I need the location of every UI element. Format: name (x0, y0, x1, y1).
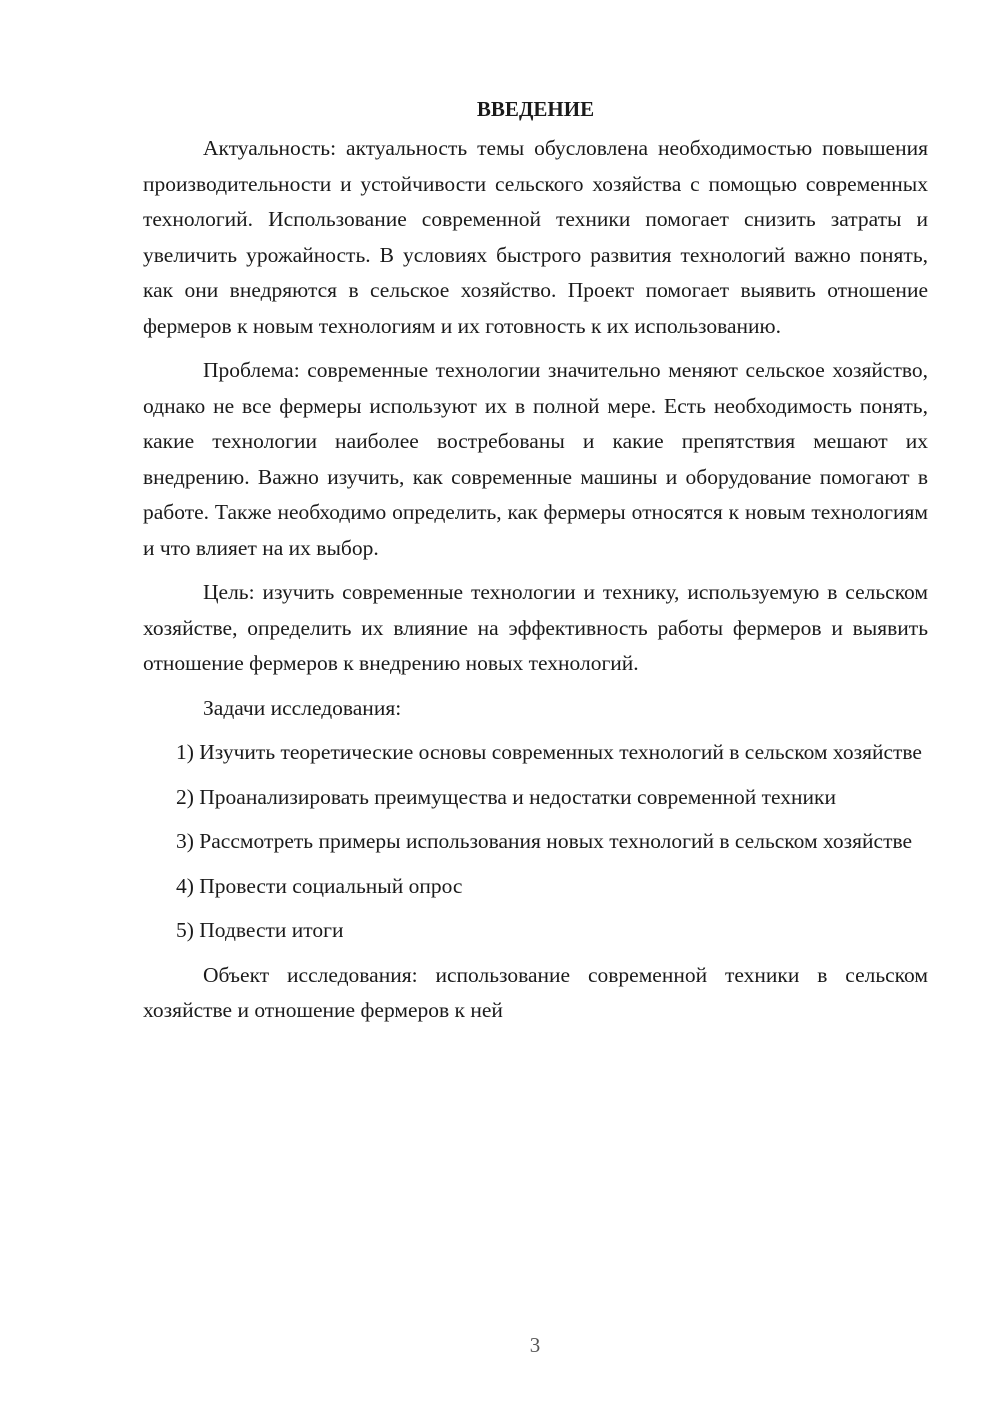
task-item-4: 4) Провести социальный опрос (176, 873, 463, 898)
task-item-3: 3) Рассмотреть примеры использования новых технологий в сельском хозяйстве (176, 829, 913, 853)
task-item-2: 2) Проанализировать преимущества и недостатки современной техники (176, 784, 836, 809)
tasks-heading: Задачи исследования: (203, 695, 402, 720)
tasks-list (143, 735, 928, 949)
document-page (143, 92, 928, 1038)
section-title: ВВЕДЕНИЕ (476, 97, 595, 121)
object-paragraph: Объект исследования: использование современной техники в сельском хозяйстве и отношение фермеров к ней (143, 962, 928, 1022)
problem-paragraph: Проблема: современные технологии значительно меняют сельское хозяйство, однако не все фермеры используют их в полной мере. Есть необходимость понять, какие технологии наиболее востребованы и какие препятствия мешают их внедрению. Важно изучить, как современные машины и оборудование помогают в работе. Также необходимо определить, как фермеры относятся к новым технологиям и что влияет на их выбор. (143, 358, 928, 560)
goal-paragraph: Цель: изучить современные технологии и технику, используемую в сельском хозяйстве, определить их влияние на эффективность работы фермеров и выявить отношение фермеров к внедрению новых технологий. (143, 580, 928, 675)
relevance-paragraph: Актуальность: актуальность темы обусловлена необходимостью повышения производительности и устойчивости сельского хозяйства с помощью современных технологий. Использование современной техники помогает снизить затраты и увеличить урожайность. В условиях быстрого развития технологий важно понять, как они внедряются в сельское хозяйство. Проект помогает выявить отношение фермеров к новым технологиям и их готовность к их использованию. (143, 136, 928, 338)
task-item-5: 5) Подвести итоги (176, 918, 344, 942)
task-item-1: 1) Изучить теоретические основы современных технологий в сельском хозяйстве (176, 740, 922, 764)
page-number: 3 (529, 1333, 541, 1357)
